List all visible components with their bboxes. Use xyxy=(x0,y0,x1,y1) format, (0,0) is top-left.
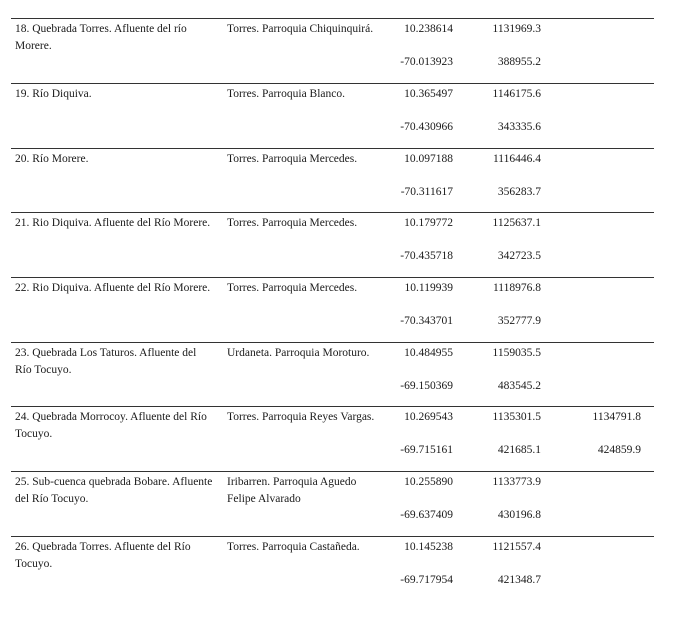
table-row xyxy=(11,536,654,602)
table-row xyxy=(11,83,654,149)
utm-north: 1116446.4 xyxy=(492,153,541,165)
longitude: -70.013923 xyxy=(400,56,453,68)
utm-north-alt: 1134791.8 xyxy=(592,411,641,423)
longitude: -69.717954 xyxy=(400,574,453,586)
location: Urdaneta. Parroquia Moroturo. xyxy=(227,347,370,359)
longitude: -70.311617 xyxy=(400,186,453,198)
latitude: 10.238614 xyxy=(404,23,453,35)
utm-east: 388955.2 xyxy=(497,56,541,68)
table-row xyxy=(11,471,654,537)
location: Torres. Parroquia Mercedes. xyxy=(227,282,358,294)
site-name: 20. Río Morere. xyxy=(15,153,89,165)
table-row xyxy=(11,277,654,343)
utm-east: 343335.6 xyxy=(497,121,541,133)
location: Torres. Parroquia Chiquinquirá. xyxy=(227,23,374,35)
utm-east: 356283.7 xyxy=(497,186,541,198)
latitude: 10.365497 xyxy=(404,88,453,100)
location: Torres. Parroquia Castañeda. xyxy=(227,541,360,553)
site-name: 21. Rio Diquiva. Afluente del Río Morere. xyxy=(15,217,211,229)
latitude: 10.097188 xyxy=(404,153,453,165)
table-row xyxy=(11,212,654,278)
table-row xyxy=(11,18,654,84)
site-name: 22. Rio Diquiva. Afluente del Río Morere. xyxy=(15,282,211,294)
longitude: -69.150369 xyxy=(400,380,453,392)
utm-east: 483545.2 xyxy=(497,380,541,392)
latitude: 10.255890 xyxy=(404,476,453,488)
utm-north: 1121557.4 xyxy=(492,541,541,553)
longitude: -69.715161 xyxy=(400,444,453,456)
latitude: 10.269543 xyxy=(404,411,453,423)
table-row xyxy=(11,148,654,214)
latitude: 10.119939 xyxy=(404,282,453,294)
longitude: -70.343701 xyxy=(400,315,453,327)
site-name: 23. Quebrada Los Taturos. Afluente del Río Tocuyo. xyxy=(15,347,197,376)
utm-north: 1133773.9 xyxy=(492,476,541,488)
site-name: 18. Quebrada Torres. Afluente del río Morere. xyxy=(15,23,187,52)
location: Torres. Parroquia Mercedes. xyxy=(227,217,358,229)
latitude: 10.179772 xyxy=(404,217,453,229)
table-row xyxy=(11,342,654,408)
longitude: -70.435718 xyxy=(400,250,453,262)
site-name: 19. Río Diquiva. xyxy=(15,88,92,100)
utm-east: 421348.7 xyxy=(497,574,541,586)
longitude: -70.430966 xyxy=(400,121,453,133)
location: Torres. Parroquia Reyes Vargas. xyxy=(227,411,375,423)
utm-east: 430196.8 xyxy=(497,509,541,521)
latitude: 10.145238 xyxy=(404,541,453,553)
utm-north: 1159035.5 xyxy=(492,347,541,359)
utm-north: 1118976.8 xyxy=(492,282,541,294)
latitude: 10.484955 xyxy=(404,347,453,359)
longitude: -69.637409 xyxy=(400,509,453,521)
location: Torres. Parroquia Blanco. xyxy=(227,88,345,100)
utm-north: 1131969.3 xyxy=(492,23,541,35)
site-name: 25. Sub-cuenca quebrada Bobare. Afluente del Río Tocuyo. xyxy=(15,476,213,505)
location: Iribarren. Parroquia Aguedo Felipe Alvarado xyxy=(227,476,357,505)
location: Torres. Parroquia Mercedes. xyxy=(227,153,358,165)
utm-east: 421685.1 xyxy=(497,444,541,456)
utm-east: 342723.5 xyxy=(497,250,541,262)
utm-north: 1125637.1 xyxy=(492,217,541,229)
utm-east-alt: 424859.9 xyxy=(597,444,641,456)
utm-north: 1146175.6 xyxy=(492,88,541,100)
utm-east: 352777.9 xyxy=(497,315,541,327)
site-name: 26. Quebrada Torres. Afluente del Río Tocuyo. xyxy=(15,541,191,570)
site-name: 24. Quebrada Morrocoy. Afluente del Río Tocuyo. xyxy=(15,411,207,440)
table-row xyxy=(11,406,654,472)
utm-north: 1135301.5 xyxy=(492,411,541,423)
